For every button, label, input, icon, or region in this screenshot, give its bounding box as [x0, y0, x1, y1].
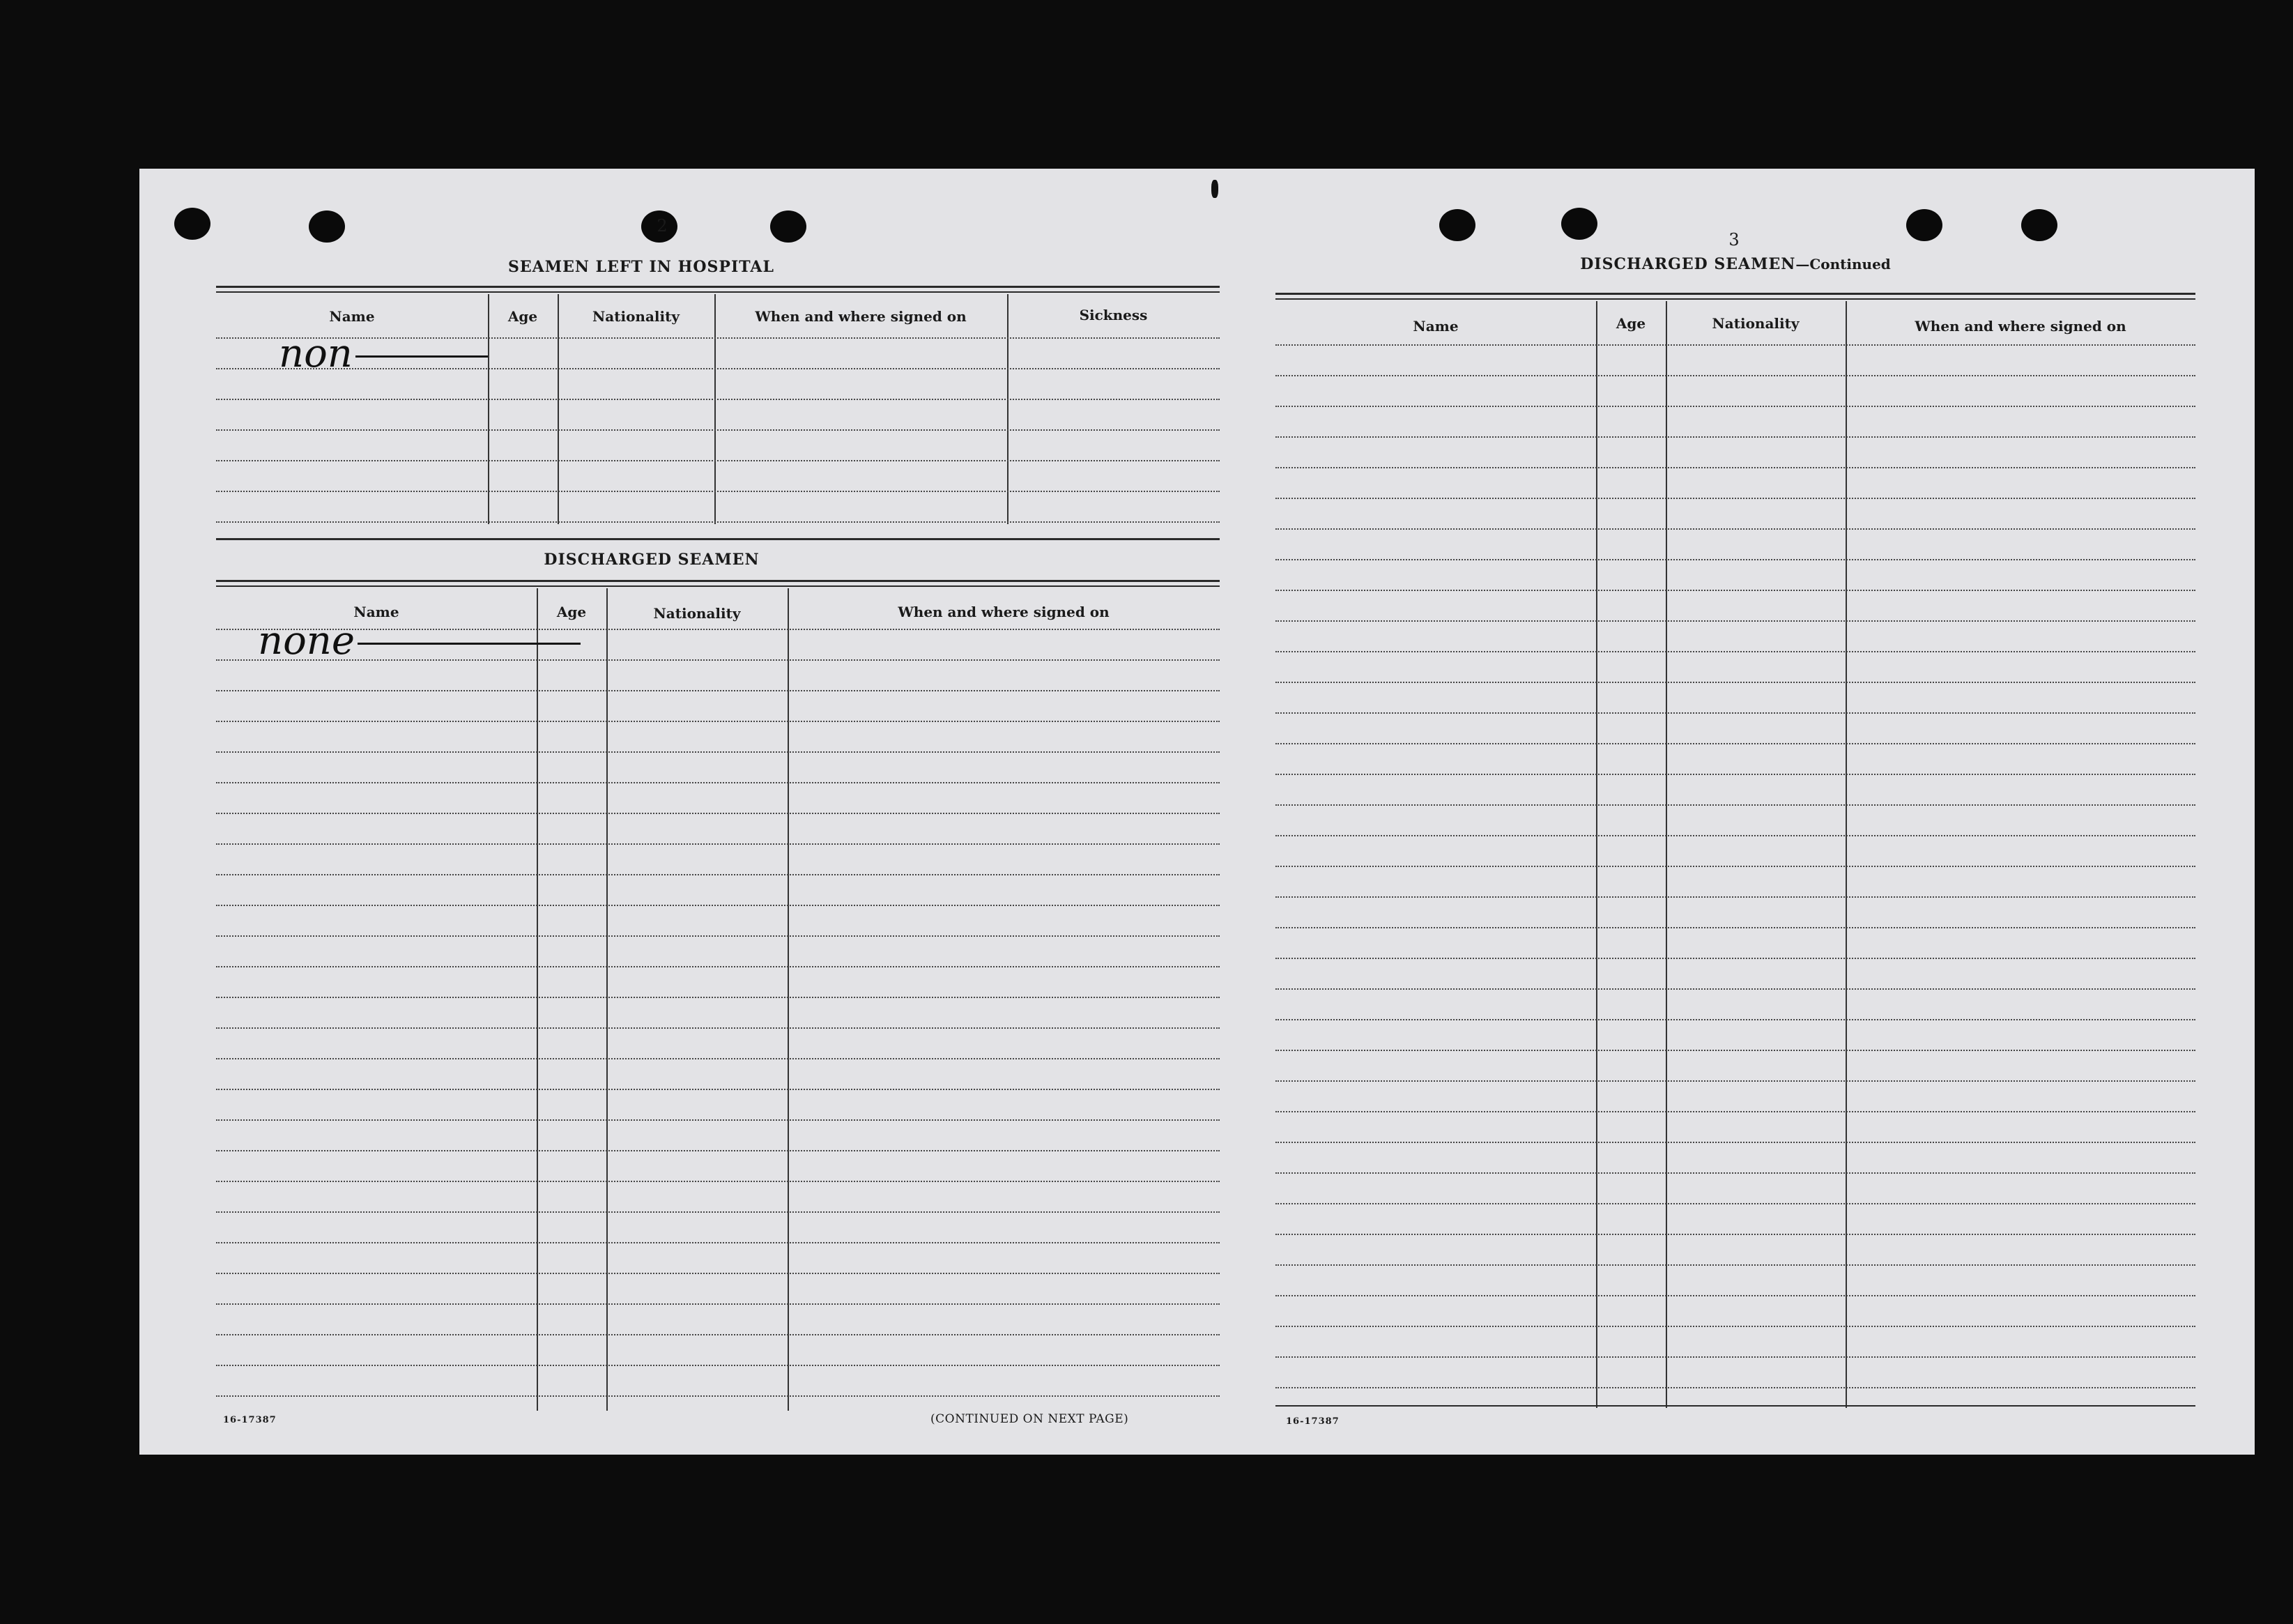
punch-hole [1561, 208, 1597, 240]
table-row [1275, 620, 2195, 622]
column-header: When and where signed on [755, 308, 967, 325]
table-row [216, 1150, 1220, 1151]
title-rule [1275, 293, 2195, 295]
table-row [1275, 927, 2195, 928]
punch-hole [770, 210, 806, 243]
table-row [1275, 774, 2195, 775]
column-header: When and where signed on [1915, 318, 2126, 335]
table-row [1275, 1203, 2195, 1204]
table-row [1275, 651, 2195, 652]
table-row [216, 751, 1220, 753]
table-row [216, 521, 1220, 523]
table-row [1275, 1172, 2195, 1174]
table-row [216, 997, 1220, 998]
table-row [216, 1242, 1220, 1243]
punch-hole [174, 208, 210, 240]
table-row [216, 1303, 1220, 1305]
table-row [1275, 436, 2195, 438]
title-rule [216, 585, 1220, 587]
table-row [1275, 528, 2195, 530]
column-header: Name [1413, 318, 1459, 335]
punch-hole [2021, 209, 2057, 241]
column-divider [788, 588, 789, 1411]
table-row [1275, 1356, 2195, 1358]
title-rule [216, 580, 1220, 582]
column-header: Age [556, 604, 587, 620]
table-row [216, 1395, 1220, 1397]
table-row [216, 782, 1220, 783]
table-row [1275, 866, 2195, 867]
punch-hole [1439, 209, 1475, 241]
bottom-rule [1275, 1405, 2195, 1407]
table-row [1275, 1019, 2195, 1020]
column-header: Name [329, 308, 375, 325]
table-row [1275, 1295, 2195, 1296]
table-row [216, 1365, 1220, 1366]
table-row [216, 1334, 1220, 1335]
column-header: Age [507, 308, 538, 325]
handwritten-entry [279, 331, 488, 376]
table-row [216, 843, 1220, 845]
title-rule [1275, 298, 2195, 300]
discharged-continued-title-text: DISCHARGED SEAMEN [1580, 255, 1796, 273]
column-header: Name [353, 604, 399, 620]
table-row [1275, 804, 2195, 806]
handwritten-entry-text: none [258, 618, 355, 664]
section-rule [216, 538, 1220, 540]
table-row [1275, 712, 2195, 714]
table-row [1275, 1111, 2195, 1112]
table-row [1275, 988, 2195, 990]
table-row [1275, 1050, 2195, 1051]
table-row [216, 1273, 1220, 1274]
column-divider [1007, 294, 1009, 524]
title-rule [216, 291, 1220, 293]
table-row [1275, 344, 2195, 346]
handwritten-entry [258, 618, 581, 664]
column-divider [714, 294, 716, 524]
table-row [216, 874, 1220, 875]
table-row [1275, 1326, 2195, 1327]
table-row [216, 460, 1220, 461]
punch-hole [1906, 209, 1942, 241]
discharged-section-title: DISCHARGED SEAMEN [544, 551, 760, 569]
table-row [1275, 590, 2195, 591]
handwritten-entry-text: non [279, 331, 353, 376]
column-header: Nationality [1712, 315, 1800, 332]
table-row [1275, 1387, 2195, 1388]
column-header: Age [1616, 315, 1646, 332]
table-row [1275, 1142, 2195, 1143]
hospital-section-title: SEAMEN LEFT IN HOSPITAL [508, 258, 774, 276]
table-row [216, 399, 1220, 400]
table-row [1275, 896, 2195, 898]
continued-note: (CONTINUED ON NEXT PAGE) [930, 1412, 1129, 1426]
table-row [216, 721, 1220, 722]
ink-speck [1211, 180, 1218, 198]
table-row [216, 429, 1220, 431]
column-header: Nationality [653, 605, 741, 622]
left-page-number: 2 [657, 216, 668, 236]
table-row [1275, 559, 2195, 560]
form-sheet [139, 169, 2255, 1455]
column-header: When and where signed on [898, 604, 1110, 620]
table-row [1275, 682, 2195, 683]
table-row [1275, 1080, 2195, 1082]
table-row [216, 966, 1220, 967]
form-code: 16-17387 [1286, 1416, 1340, 1427]
discharged-continued-title [1537, 255, 1934, 273]
discharged-table [216, 588, 1220, 1411]
table-row [216, 1058, 1220, 1059]
handwritten-dash [358, 643, 581, 645]
continued-suffix: —Continued [1795, 256, 1891, 273]
table-row [1275, 743, 2195, 744]
column-header: Sickness [1079, 307, 1148, 323]
punch-hole [309, 210, 345, 243]
table-row [216, 1211, 1220, 1213]
table-row [1275, 498, 2195, 499]
table-row [216, 491, 1220, 492]
right-page-number: 3 [1728, 230, 1740, 250]
table-row [216, 1089, 1220, 1090]
column-divider [606, 588, 608, 1411]
table-row [1275, 1234, 2195, 1235]
table-row [216, 690, 1220, 691]
table-row [216, 905, 1220, 906]
title-rule [216, 286, 1220, 288]
table-row [216, 1119, 1220, 1121]
hospital-table [216, 294, 1220, 524]
table-row [216, 935, 1220, 937]
handwritten-dash [355, 355, 488, 358]
table-row [1275, 958, 2195, 959]
table-row [216, 813, 1220, 814]
column-divider [558, 294, 559, 524]
table-row [1275, 406, 2195, 407]
table-row [1275, 1264, 2195, 1266]
table-row [1275, 835, 2195, 836]
table-row [1275, 467, 2195, 468]
column-header: Nationality [592, 308, 680, 325]
discharged-continued-table [1275, 301, 2195, 1408]
column-divider [488, 294, 489, 524]
table-row [216, 1181, 1220, 1182]
table-row [216, 1027, 1220, 1029]
form-code: 16-17387 [223, 1415, 277, 1425]
table-row [1275, 375, 2195, 376]
column-divider [537, 588, 538, 1411]
